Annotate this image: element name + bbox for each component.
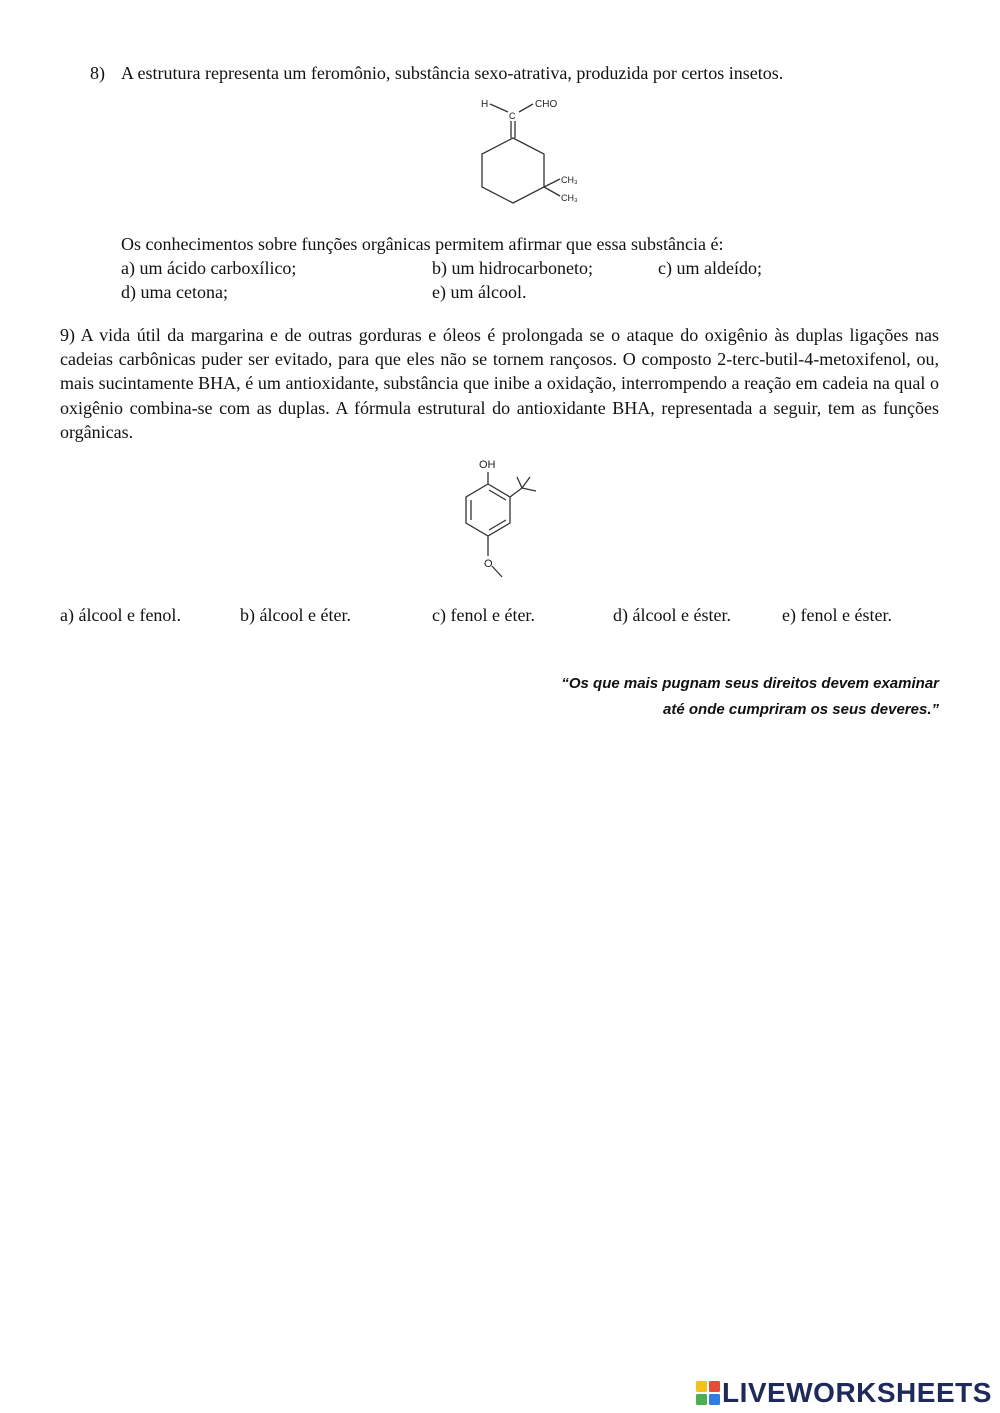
liveworksheets-wordmark: LIVEWORKSHEETS (722, 1377, 992, 1408)
pheromone-bonds (482, 104, 560, 203)
label-cho: CHO (535, 99, 558, 110)
label-c: C (509, 111, 516, 121)
q8-option-b[interactable]: b) um hidrocarboneto; (432, 258, 593, 278)
q8-number: 8) (90, 63, 105, 83)
q9-option-d[interactable]: d) álcool e éster. (613, 605, 731, 625)
q8-prompt: Os conhecimentos sobre funções orgânicas permitem afirmar que essa substância é: (121, 234, 724, 254)
label-ch3-bottom: CH₃ (561, 193, 578, 203)
liveworksheets-logo (696, 1376, 992, 1410)
q9-option-b[interactable]: b) álcool e éter. (240, 605, 351, 625)
quote-line-1: “Os que mais pugnam seus direitos devem examinar (561, 675, 939, 692)
liveworksheets-mark-icon (696, 1381, 720, 1405)
label-ch3-top: CH₃ (561, 175, 578, 185)
q9-option-e[interactable]: e) fenol e éster. (782, 605, 892, 625)
q9-option-c[interactable]: c) fenol e éter. (432, 605, 535, 625)
pheromone-structure-diagram (474, 92, 594, 212)
label-oh: OH (479, 459, 496, 471)
label-h: H (481, 99, 489, 110)
q9-option-a[interactable]: a) álcool e fenol. (60, 605, 181, 625)
q9-text: 9) A vida útil da margarina e de outras gorduras e óleos é prolongada se o ataque do oxigênio às duplas ligações nas cadeias carbônicas puder ser evitado, para que eles não se tornem rançosos. O composto 2-terc-butil-4-metoxifenol, ou, mais sucintamente BHA, é um antioxidante, substância que inibe a oxidação, interrompendo a reação em cadeia na qual o oxigênio combina-se com as duplas. A fórmula estrutural do antioxidante BHA, representada a seguir, tem as funções orgânicas. (60, 325, 939, 442)
quote-line-2: até onde cumpriram os seus deveres.” (663, 701, 939, 718)
q8-stem: A estrutura representa um feromônio, substância sexo-atrativa, produzida por certos insetos. (121, 63, 784, 83)
q8-option-e[interactable]: e) um álcool. (432, 282, 527, 302)
label-o: O (484, 558, 493, 570)
q8-option-d[interactable]: d) uma cetona; (121, 282, 228, 302)
q8-option-a[interactable]: a) um ácido carboxílico; (121, 258, 297, 278)
bha-bonds (466, 472, 536, 577)
bha-structure-diagram (450, 452, 550, 582)
q8-option-c[interactable]: c) um aldeído; (658, 258, 762, 278)
